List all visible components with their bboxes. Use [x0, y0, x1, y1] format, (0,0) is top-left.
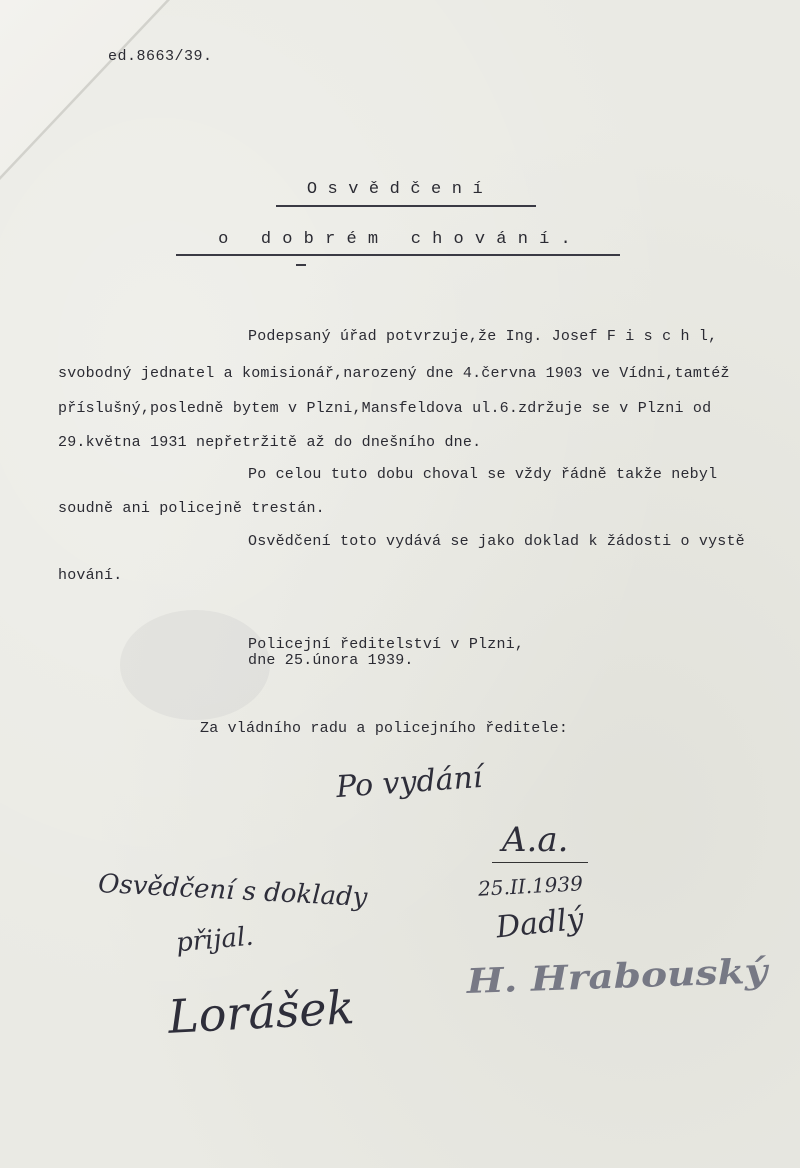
handwritten-note-left-1: Osvědčení s doklady	[97, 868, 369, 914]
title-underline-2	[176, 254, 620, 256]
handwritten-date: 25.II.1939	[477, 871, 584, 901]
body-line-7: Osvědčení toto vydává se jako doklad k žádosti o vystě	[248, 533, 745, 550]
body-line-4: 29.května 1931 nepřetržitě až do dnešního dne.	[58, 434, 482, 451]
place-line: Policejní ředitelství v Plzni,	[248, 636, 525, 653]
handwritten-initials: A.a.	[502, 820, 569, 860]
body-line-8: hování.	[58, 567, 123, 584]
stamp-signature: H. Hrabouský	[466, 951, 768, 1002]
reference-number: ed.8663/39.	[108, 48, 213, 65]
title-underline-1	[276, 205, 536, 207]
signature-left: Lorášek	[166, 980, 356, 1044]
authority-line: Za vládního radu a policejního ředitele:	[200, 720, 569, 737]
body-line-5: Po celou tuto dobu choval se vždy řádně takže nebyl	[248, 466, 718, 483]
handwritten-note-top: Po vydání	[334, 759, 484, 806]
body-line-6: soudně ani policejně trestán.	[58, 500, 325, 517]
handwritten-note-left-2: přijal.	[174, 921, 255, 959]
initials-underline	[492, 862, 588, 863]
title-line-1: Osvědčení	[306, 180, 494, 199]
date-line: dne 25.února 1939.	[248, 652, 414, 669]
body-line-3: příslušný,posledně bytem v Plzni,Mansfeldova ul.6.zdržuje se v Plzni od	[58, 400, 712, 417]
signature-right: Dadlý	[494, 901, 586, 946]
body-line-1: Podepsaný úřad potvrzuje,že Ing. Josef F i s c h l,	[248, 328, 718, 345]
title-line-2: o dobrém chování.	[218, 230, 582, 249]
title-underline-mark	[296, 264, 306, 266]
body-line-2: svobodný jednatel a komisionář,narozený dne 4.června 1903 ve Vídni,tamtéž	[58, 365, 730, 382]
